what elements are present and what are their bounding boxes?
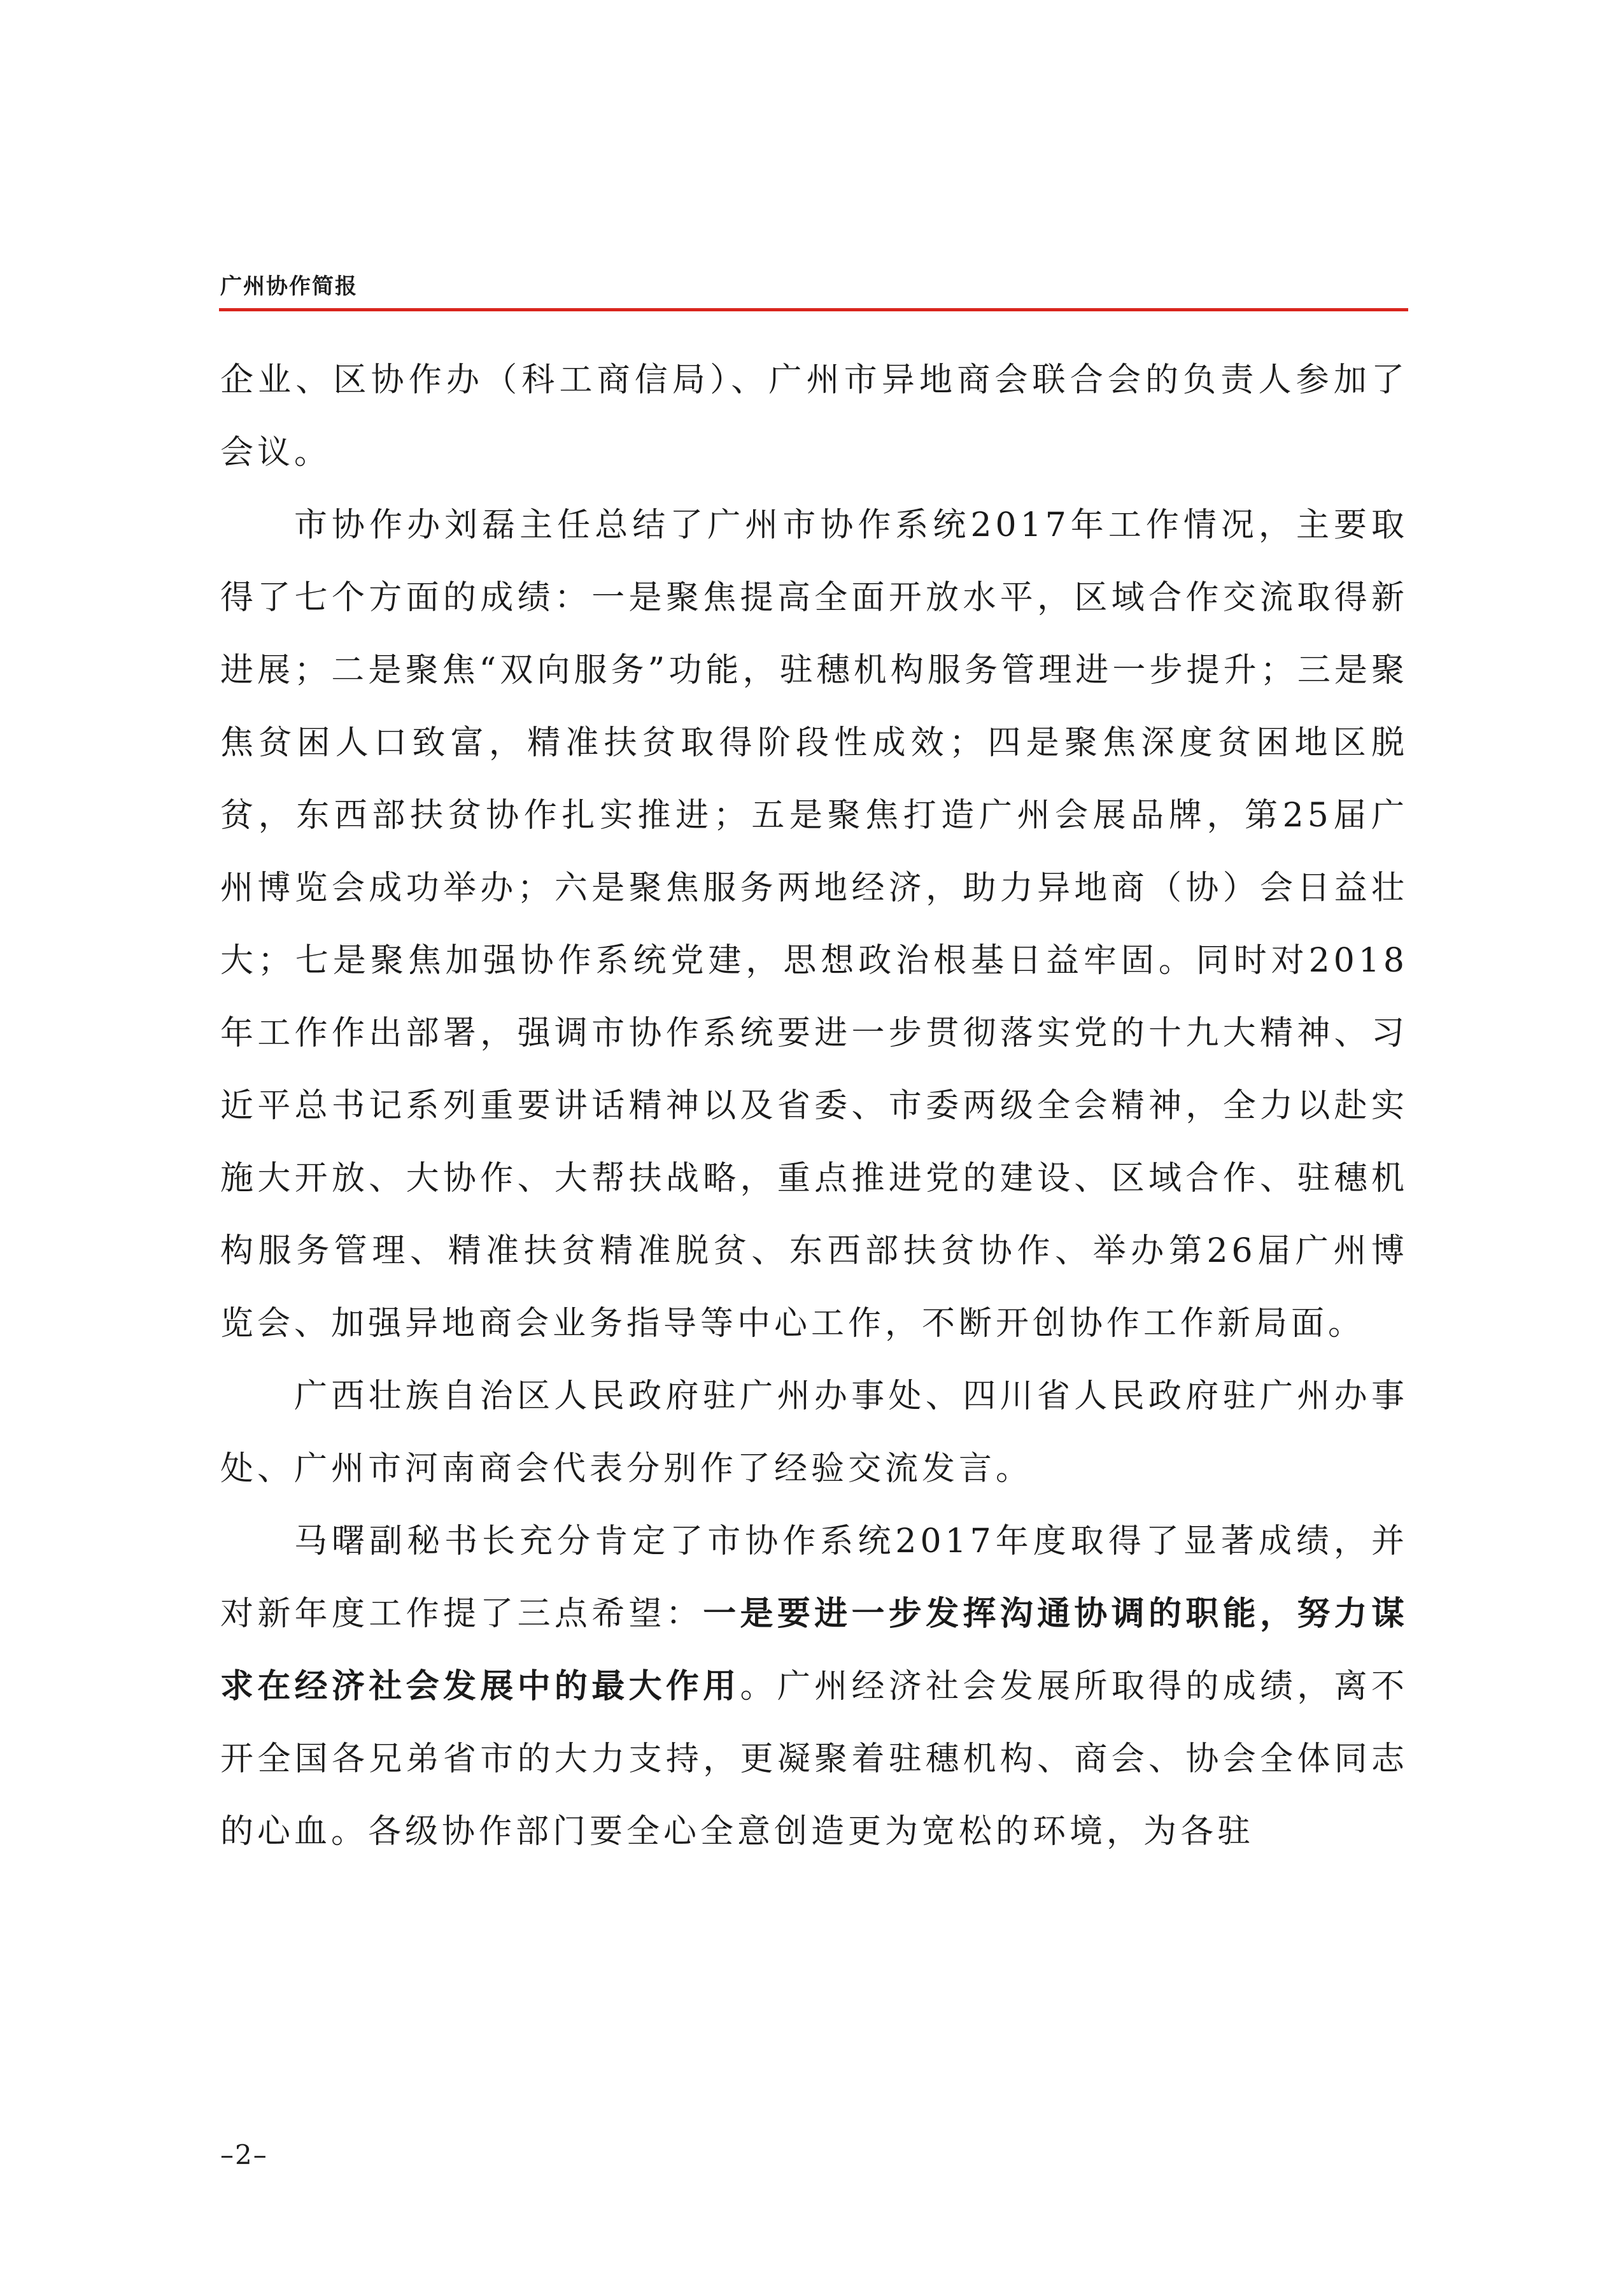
page-number: –2– <box>220 2139 268 2170</box>
hopes-bold-point: 一是要进一步发挥沟通协调的职能，努力谋求在经济社会发展中的最大作用 <box>220 1594 1408 1706</box>
newsletter-title: 广州协作简报 <box>220 274 358 299</box>
header-divider <box>219 308 1408 311</box>
paragraph-work-summary: 市协作办刘磊主任总结了广州市协作系统2017年工作情况，主要取得了七个方面的成绩：一是聚焦提高全面开放水平，区域合作交流取得新进展；二是聚焦“双向服务”功能，驻穗机构服务管理进一步提升；三是聚焦贫困人口致富，精准扶贫取得阶段性成效；四是聚焦深度贫困地区脱贫，东西部扶贫协作扎实推进；五是聚焦打造广州会展品牌，第25届广州博览会成功举办；六是聚焦服务两地经济，助力异地商（协）会日益壮大；七是聚焦加强协作系统党建，思想政治根基日益牢固。同时对2018年工作作出部署，强调市协作系统要进一步贯彻落实党的十九大精神、习近平总书记系列重要讲话精神以及省委、市委两级全会精神，全力以赴实施大开放、大协作、大帮扶战略，重点推进党的建设、区域合作、驻穗机构服务管理、精准扶贫精准脱贫、东西部扶贫协作、举办第26届广州博览会、加强异地商会业务指导等中心工作，不断开创协作工作新局面。 <box>220 506 1408 1343</box>
hopes-continuation-text: 。广州经济社会发展所取得的成绩，离不开全国各兄弟省市的大力支持，更凝聚着驻穗机构、商会、协会全体同志的心血。各级协作部门要全心全意创造更为宽松的环境，为各驻 <box>220 1667 1408 1851</box>
article-body <box>220 344 1408 1868</box>
paragraph-continuation: 企业、区协作办（科工商信局）、广州市异地商会联合会的负责人参加了会议。 <box>220 361 1408 472</box>
hopes-intro-text: 马曙副秘书长充分肯定了市协作系统2017年度取得了显著成绩，并对新年度工作提了三点希望： <box>220 1522 1408 1633</box>
paragraph-experience-exchange: 广西壮族自治区人民政府驻广州办事处、四川省人民政府驻广州办事处、广州市河南商会代表分别作了经验交流发言。 <box>220 1377 1408 1488</box>
paragraph-hopes <box>220 1505 1408 1868</box>
